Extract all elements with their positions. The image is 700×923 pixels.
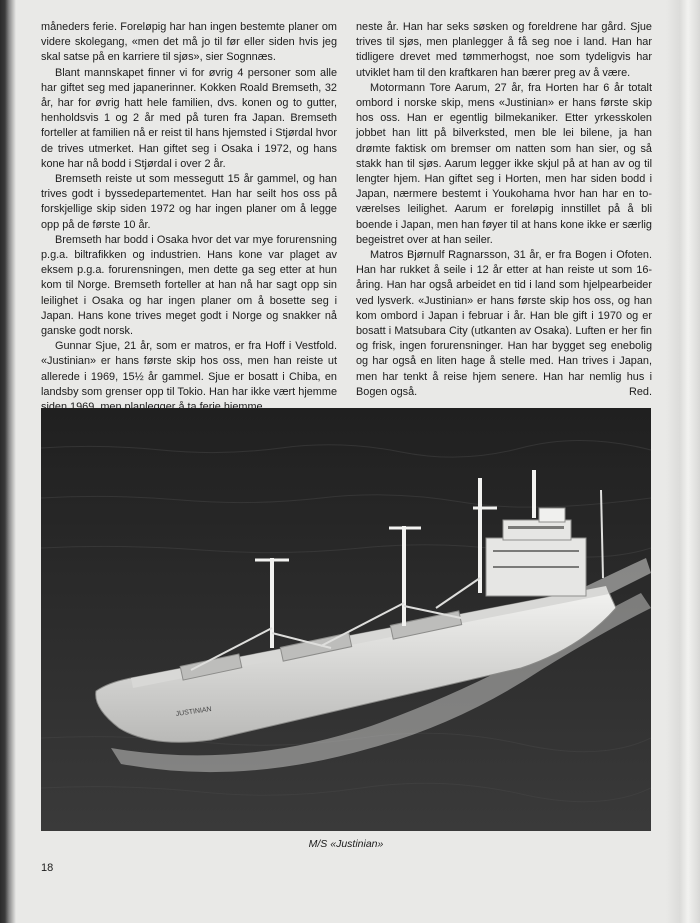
hull-name: JUSTINIAN — [175, 706, 213, 718]
editor-signature: Red. — [628, 385, 652, 398]
ship-photo-illustration — [41, 408, 651, 831]
magazine-page — [16, 0, 666, 923]
article-right-column — [356, 20, 652, 400]
article-paragraph: neste år. Han har seks søsken og foreldrene har gård. Sjue trives til sjøs, men planlegger å få seg noe i land. Han har tidligere drevet med tømmerhogst, noe som tydeligvis har utviklet ham til den kraftkaren han bærer preg av å være. — [356, 21, 652, 79]
article-left-column — [41, 20, 337, 415]
ship-photo — [41, 408, 651, 831]
photo-caption: M/S «Justinian» — [308, 838, 384, 850]
article-paragraph: Bremseth reiste ut som messegutt 15 år gammel, og han trives godt i byssedepartementet. Han har seilt hos oss på forskjellige skip siden 1972 og har ingen planer om å legge opp på de første 10 år. — [41, 173, 337, 231]
article-paragraph-text: Matros Bjørnulf Ragnarsson, 31 år, er fra Bogen i Ofoten. Han har rukket å seile i 12 år etter at han reiste ut som 16-åring. Han har også arbeidet en tid i land som hjelpearbeider ved lysverk. «Justinian» er hans første skip hos oss, og han kom ombord i Japan i februar i år. Han ble gift i 1970 og er bosatt i Matsubara City (utkanten av Osaka). Luften er her fin og frisk, ingen forurensninger. Han har bygget seg enebolig og har også en liten hage å stelle med. Han trives i Japan, men har tenkt å reise hjem senere. Han har nemlig hus i Bogen også. — [356, 249, 652, 398]
article-paragraph: Motormann Tore Aarum, 27 år, fra Horten har 6 år totalt ombord i norske skip, mens «Justinian» er hans første skip hos oss. Han er egentlig bilmekaniker. Etter yrkesskolen jobbet han litt på bilverksted, men ble lei bilene, ja han drømte faktisk om bremser om natten som han sier, og så stakk han til sjøs. Aarum legger ikke skjul på at han av og til lengter hjem. Han giftet seg i Horten, men har siden bodd i Japan, nærmere bestemt i Youkohama hvor han har en to-værelses leilighet. Aarum er foreløpig innstillet på å bli boende i Japan, men han føyer til at hans kone ikke er særlig begeistret over at han seiler. — [356, 81, 652, 246]
page-binding-shadow — [0, 0, 16, 923]
article-paragraph — [356, 248, 652, 400]
article-paragraph: måneders ferie. Foreløpig har han ingen bestemte planer om videre skolegang, «men det må jo til før eller siden hvis jeg skal satse på en karriere til sjøs», sier Sognnæs. — [41, 21, 337, 64]
article-paragraph: Gunnar Sjue, 21 år, som er matros, er fra Hoff i Vestfold. «Justinian» er hans første skip hos oss, men han reiste ut allerede i 1969, 15½ år gammel. Sjue er bosatt i Chiba, en landsby som grenser opp til Tokio. Han har ikke vært hjemme — [41, 340, 337, 398]
page-right-edge — [666, 0, 700, 923]
article-paragraph: Bremseth har bodd i Osaka hvor det var mye forurensning p.g.a. biltrafikken og industrien. Hans kone var plaget av eksem p.g.a. forurensningen, men dette ga seg etter at hun kom til Norge. Bremseth forteller at han nå har sagt opp sin leilighet i Osaka og har ingen planer om å bosette seg i Japan. Hans kone trives meget godt i Norge og snakker nå ganske godt norsk. — [41, 233, 337, 338]
page-number: 18 — [41, 862, 54, 874]
article-paragraph: Blant mannskapet finner vi for øvrig 4 personer som alle har giftet seg med japanerinner. Kokken Roald Bremseth, 32 år, har for øvrig hatt hele familien, dvs. konen og to gutter, henholdsvis 1 og 2 år med på turen fra Japan. Bremseth forteller at familien nå er reist til hans hjemsted i Stjørdal hvor de trives utmerket. Han giftet seg i Osaka i 1972, og hans kone har nå bodd i Stjørdal i over 2 år. — [41, 66, 337, 170]
